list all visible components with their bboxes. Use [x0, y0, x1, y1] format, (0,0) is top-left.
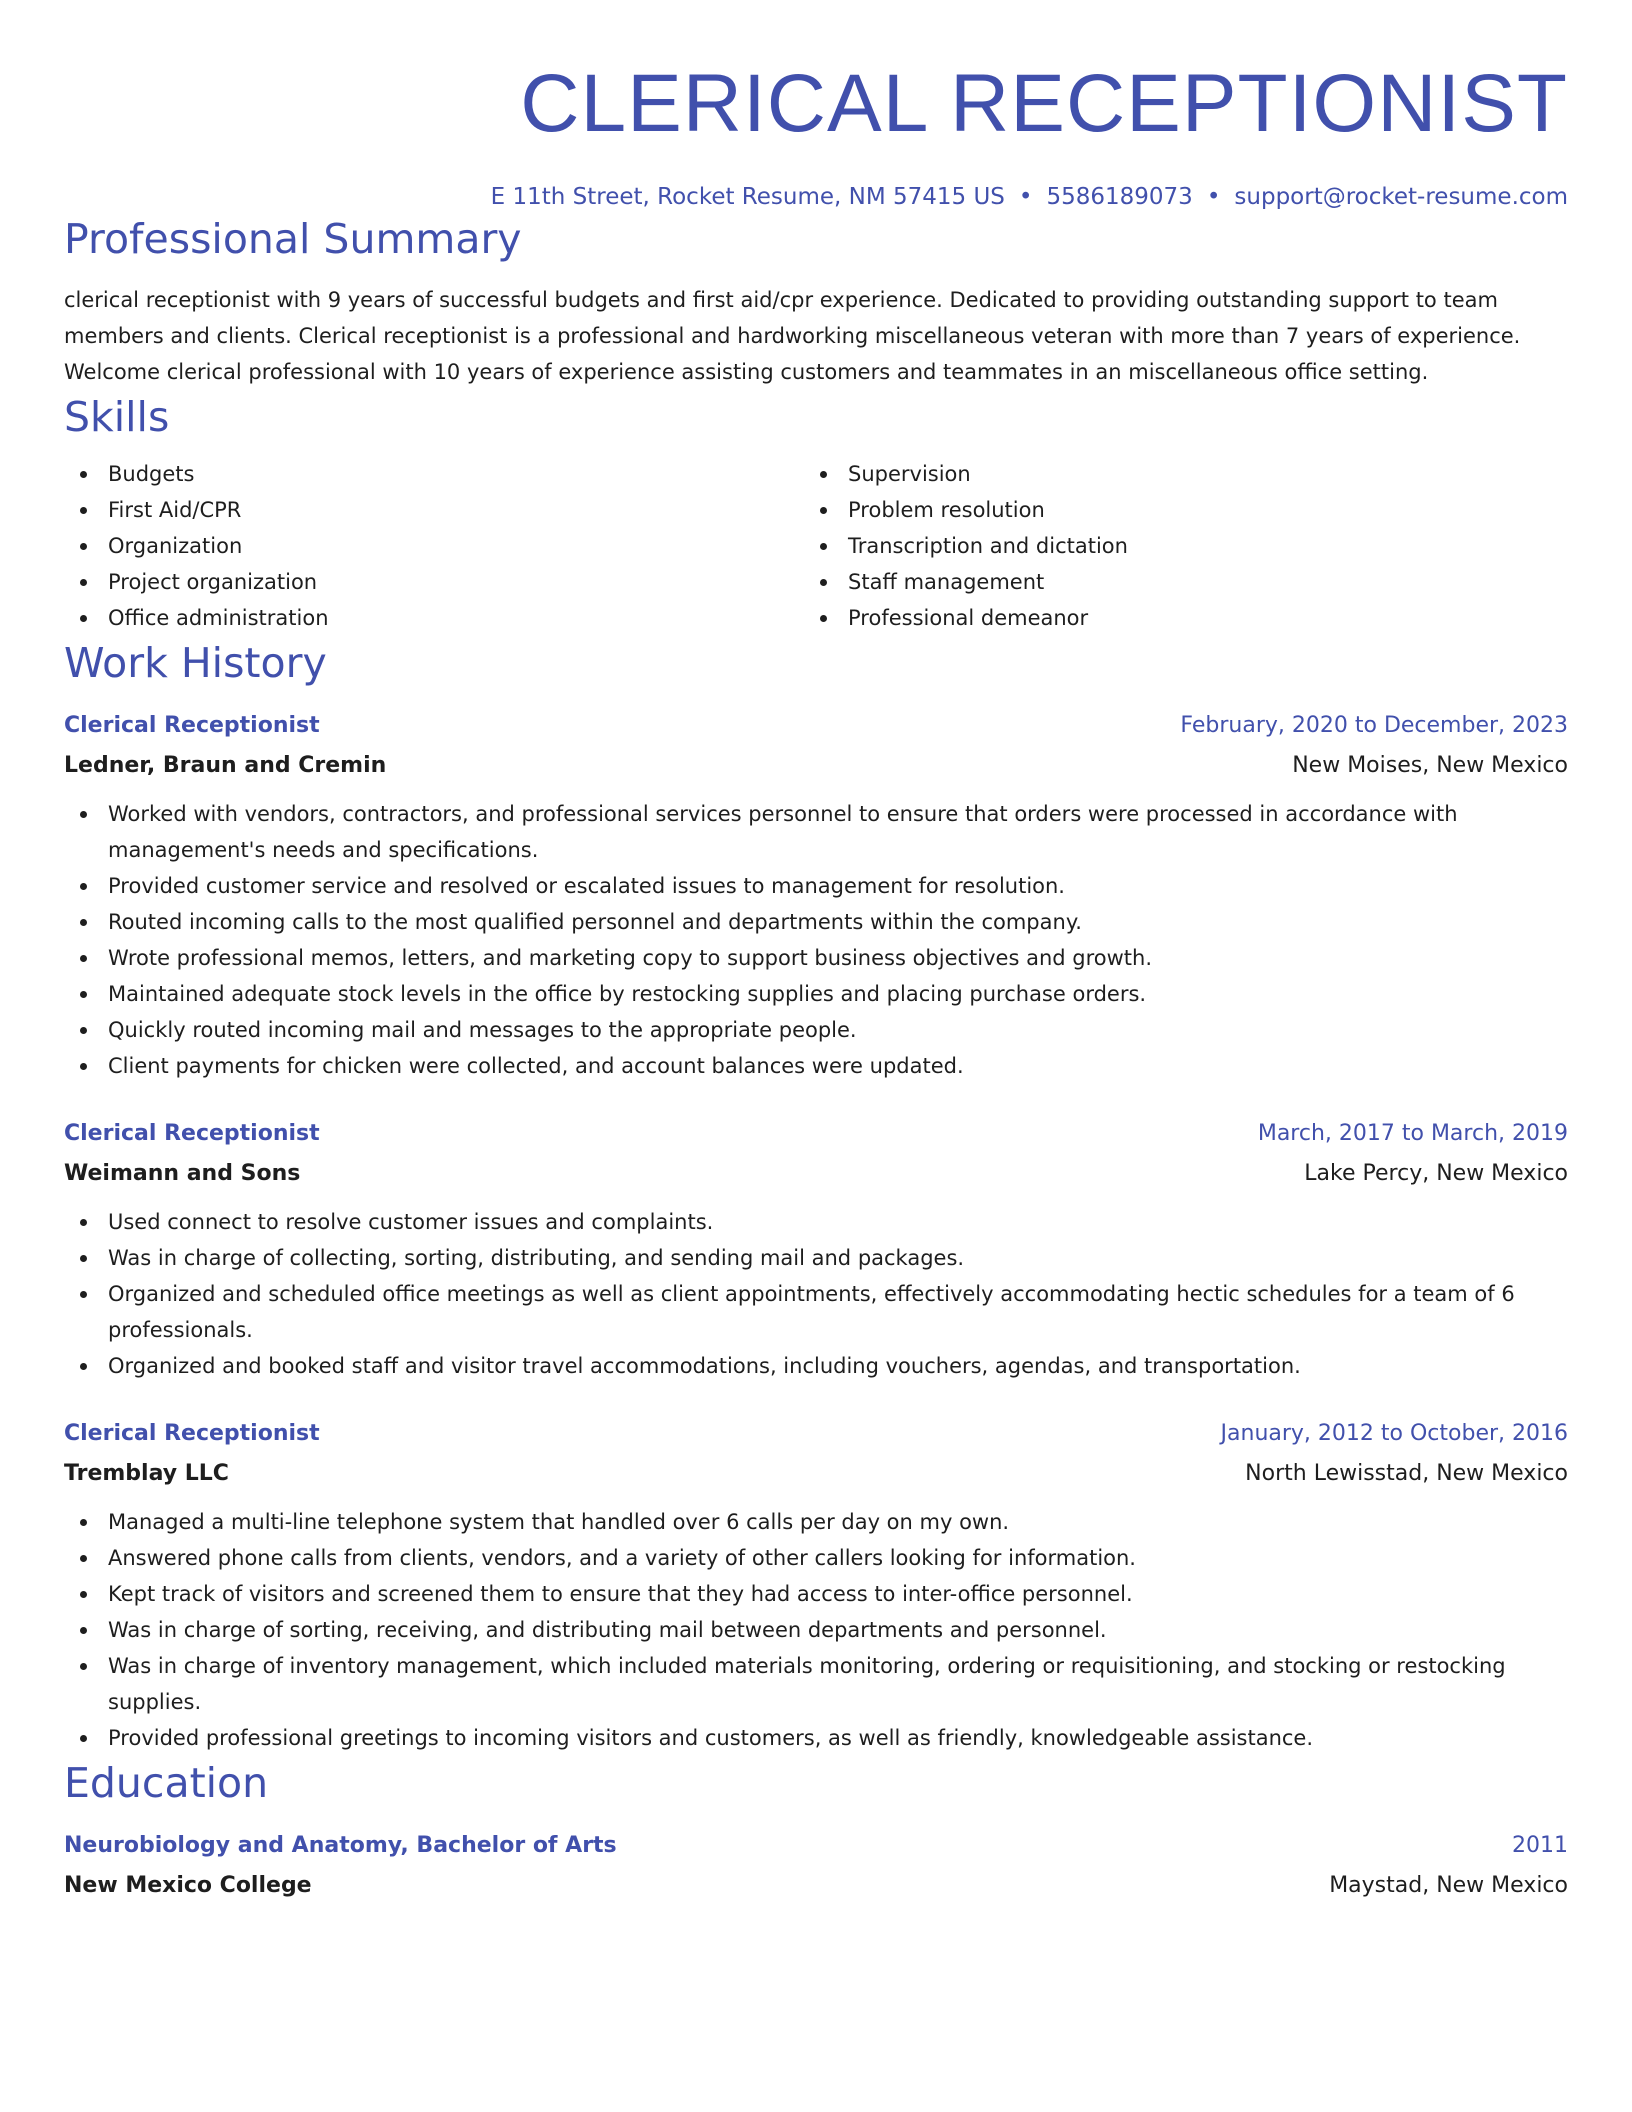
education-school: New Mexico College — [64, 1873, 312, 1898]
job-role: Clerical Receptionist — [64, 1121, 320, 1146]
skill-item: Problem resolution — [804, 492, 1544, 528]
contact-separator: • — [1206, 184, 1221, 210]
job-entry — [64, 1116, 1568, 1384]
job-dates: February, 2020 to December, 2023 — [1180, 713, 1568, 738]
job-bullet: Client payments for chicken were collected, and account balances were updated. — [64, 1048, 1568, 1084]
skill-item: Staff management — [804, 564, 1544, 600]
job-bullet: Used connect to resolve customer issues and complaints. — [64, 1204, 1568, 1240]
contact-address: E 11th Street, Rocket Resume, NM 57415 US — [490, 184, 1005, 210]
job-entry — [64, 1416, 1568, 1756]
summary-text: clerical receptionist with 9 years of successful budgets and first aid/cpr experience. Dedicated to providing outstanding support to team members and clients. Clerical receptionist is a professional and hardworking miscellaneous veteran with more than 7 years of experience. Welcome clerical professional with 10 years of experience assisting customers and teammates in an miscellaneous office setting. — [64, 288, 1521, 384]
job-location: New Moises, New Mexico — [1292, 753, 1568, 778]
job-bullet: Worked with vendors, contractors, and professional services personnel to ensure that orders were processed in accordance with management's needs and specifications. — [64, 796, 1568, 868]
job-role: Clerical Receptionist — [64, 1421, 320, 1446]
skill-item: Supervision — [804, 456, 1544, 492]
job-bullet: Kept track of visitors and screened them to ensure that they had access to inter-office personnel. — [64, 1576, 1568, 1612]
skill-item: Office administration — [64, 600, 804, 636]
job-company: Weimann and Sons — [64, 1161, 301, 1186]
education-year: 2011 — [1512, 1833, 1568, 1858]
skills-list — [64, 456, 1568, 636]
contact-email: support@rocket-resume.com — [1234, 184, 1568, 210]
contact-phone: 5586189073 — [1046, 184, 1193, 210]
contact-line — [64, 182, 1568, 212]
skills-heading: Skills — [64, 393, 170, 441]
job-bullet: Quickly routed incoming mail and messages to the appropriate people. — [64, 1012, 1568, 1048]
education-heading: Education — [64, 1759, 269, 1807]
skill-item: Project organization — [64, 564, 804, 600]
job-role: Clerical Receptionist — [64, 713, 320, 738]
job-bullet: Answered phone calls from clients, vendors, and a variety of other callers looking for information. — [64, 1540, 1568, 1576]
skill-item: Budgets — [64, 456, 804, 492]
skill-item: First Aid/CPR — [64, 492, 804, 528]
skill-item: Transcription and dictation — [804, 528, 1544, 564]
job-entry — [64, 708, 1568, 1084]
skill-item: Organization — [64, 528, 804, 564]
job-bullet: Maintained adequate stock levels in the office by restocking supplies and placing purchase orders. — [64, 976, 1568, 1012]
job-bullet: Organized and scheduled office meetings as well as client appointments, effectively accommodating hectic schedules for a team of 6 professionals. — [64, 1276, 1568, 1348]
job-dates: January, 2012 to October, 2016 — [1220, 1421, 1568, 1446]
work-history-heading: Work History — [64, 639, 327, 687]
job-bullet: Was in charge of collecting, sorting, distributing, and sending mail and packages. — [64, 1240, 1568, 1276]
job-bullet: Managed a multi-line telephone system that handled over 6 calls per day on my own. — [64, 1504, 1568, 1540]
job-bullets — [64, 1504, 1568, 1756]
resume-title: CLERICAL RECEPTIONIST — [520, 58, 1568, 149]
job-bullets — [64, 1204, 1568, 1384]
job-company: Tremblay LLC — [64, 1461, 229, 1486]
job-bullets — [64, 796, 1568, 1084]
contact-separator: • — [1018, 184, 1033, 210]
job-dates: March, 2017 to March, 2019 — [1257, 1121, 1568, 1146]
job-location: North Lewisstad, New Mexico — [1245, 1461, 1568, 1486]
education-location: Maystad, New Mexico — [1329, 1873, 1568, 1898]
education-degree: Neurobiology and Anatomy, Bachelor of Arts — [64, 1833, 617, 1858]
job-bullet: Was in charge of inventory management, which included materials monitoring, ordering or requisitioning, and stocking or restocking supplies. — [64, 1648, 1568, 1720]
job-bullet: Organized and booked staff and visitor travel accommodations, including vouchers, agendas, and transportation. — [64, 1348, 1568, 1384]
skills-column-right — [804, 456, 1544, 636]
education-entry — [64, 1828, 1568, 1904]
job-bullet: Wrote professional memos, letters, and marketing copy to support business objectives and growth. — [64, 940, 1568, 976]
summary-heading: Professional Summary — [64, 215, 522, 263]
skills-column-left — [64, 456, 804, 636]
job-bullet: Provided professional greetings to incoming visitors and customers, as well as friendly, knowledgeable assistance. — [64, 1720, 1568, 1756]
job-bullet: Provided customer service and resolved or escalated issues to management for resolution. — [64, 868, 1568, 904]
job-company: Ledner, Braun and Cremin — [64, 753, 387, 778]
skill-item: Professional demeanor — [804, 600, 1544, 636]
job-location: Lake Percy, New Mexico — [1304, 1161, 1568, 1186]
job-bullet: Was in charge of sorting, receiving, and distributing mail between departments and personnel. — [64, 1612, 1568, 1648]
job-bullet: Routed incoming calls to the most qualified personnel and departments within the company. — [64, 904, 1568, 940]
